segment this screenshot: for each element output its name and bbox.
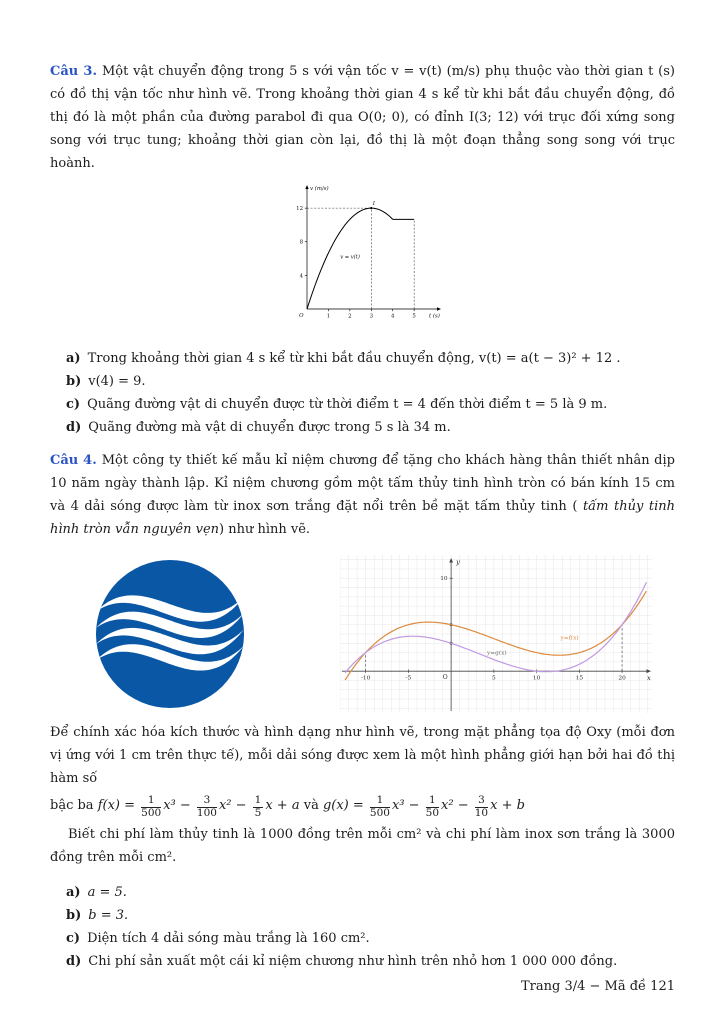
svg-text:10: 10 — [532, 675, 541, 682]
option-row — [66, 370, 675, 393]
fraction-denominator: 500 — [369, 806, 390, 819]
fraction — [475, 795, 488, 820]
option-marker: b) — [66, 908, 82, 923]
svg-text:5: 5 — [411, 313, 416, 320]
svg-text:y: y — [456, 558, 460, 566]
fraction-denominator: 100 — [196, 806, 217, 819]
question-3-text: Một vật chuyển động trong 5 s với vận tốc v = v(t) (m/s) phụ thuộc vào thời gian t (s) có đồ thị vận tốc như hình vẽ. Trong khoảng thời gian 4 s kể từ khi bắt đầu chuyển động, đồ thị đó là một phần của đường parabol đi qua O(0; 0), có đỉnh I(3; 12) với trục đối xứng song song với trục tung; khoảng thời gian còn lại, đồ thị là một đoạn thẳng song song với trục hoành. — [50, 64, 675, 171]
question-3 — [50, 60, 675, 175]
fraction — [426, 795, 439, 820]
option-marker: d) — [66, 420, 82, 435]
option-text: Diện tích 4 dải sóng màu trắng là 160 cm². — [87, 931, 370, 946]
option-marker: a) — [66, 351, 81, 366]
svg-text:-10: -10 — [360, 675, 371, 682]
svg-text:I: I — [372, 201, 375, 208]
question-4-label: Câu 4. — [50, 453, 97, 468]
svg-text:12: 12 — [295, 206, 303, 213]
svg-text:4: 4 — [299, 273, 303, 280]
option-text: a = 5. — [87, 885, 127, 900]
svg-text:t (s): t (s) — [428, 313, 440, 320]
fraction-numerator: 3 — [197, 795, 217, 808]
fraction-numerator: 1 — [141, 795, 161, 808]
fraction-denominator: 50 — [425, 806, 440, 819]
logo-image — [96, 560, 244, 708]
svg-text:10: 10 — [440, 576, 448, 583]
f-lhs: f(x) = — [97, 798, 140, 813]
svg-text:3: 3 — [369, 313, 373, 320]
option-row — [66, 950, 675, 973]
option-text: Trong khoảng thời gian 4 s kể từ khi bắt đầu chuyển động, v(t) = a(t − 3)² + 12 . — [87, 351, 621, 366]
fraction-denominator: 5 — [254, 806, 262, 819]
g-term: x³ − — [391, 798, 424, 813]
fraction — [197, 795, 217, 820]
option-marker: c) — [66, 931, 81, 946]
f-term: x² − — [218, 798, 251, 813]
fraction-numerator: 1 — [254, 794, 262, 807]
svg-text:x: x — [647, 674, 651, 683]
svg-text:v (m/s): v (m/s) — [309, 186, 329, 192]
question-4 — [50, 449, 675, 541]
velocity-chart — [281, 181, 445, 327]
fraction-numerator: 1 — [370, 795, 390, 808]
option-row — [66, 393, 675, 416]
f-term: x³ − — [163, 798, 195, 813]
question-4-text: Một công ty thiết kế mẫu kỉ niệm chương để tặng cho khách hàng thân thiết nhân dịp 10 năm ngày thành lập. Kỉ niệm chương gồm một tấm thủy tinh hình tròn có bán kính 15 cm và 4 dải sóng được làm từ inox sơn trắng đặt nổi trên bề mặt tấm thủy tinh ( — [50, 453, 675, 514]
svg-text:v = v(t): v = v(t) — [339, 254, 360, 261]
cost-paragraph: Biết chi phí làm thủy tinh là 1000 đồng trên mỗi cm² và chi phí làm inox sơn trắng là 3000 đồng trên mỗi cm². — [50, 827, 675, 865]
option-row — [66, 416, 675, 439]
option-row — [66, 904, 675, 927]
option-text: b = 3. — [88, 908, 129, 923]
fraction-denominator: 10 — [474, 806, 489, 819]
option-row — [66, 927, 675, 950]
option-row — [66, 881, 675, 904]
svg-text:O: O — [298, 313, 303, 319]
g-term: x² − — [441, 798, 473, 813]
svg-text:4: 4 — [390, 313, 394, 320]
svg-text:5: 5 — [492, 675, 496, 682]
formula-connector: và — [299, 798, 323, 813]
fraction-numerator: 3 — [475, 795, 488, 808]
option-text: Quãng đường vật di chuyển được từ thời điểm t = 4 đến thời điểm t = 5 là 9 m. — [87, 397, 608, 412]
option-marker: a) — [66, 885, 81, 900]
svg-text:1: 1 — [326, 313, 330, 320]
option-text: v(4) = 9. — [88, 374, 146, 389]
fraction — [370, 795, 390, 820]
svg-text:8: 8 — [299, 239, 303, 246]
fraction-denominator: 500 — [141, 806, 162, 819]
wave-chart — [340, 555, 652, 713]
question-3-label: Câu 3. — [50, 64, 97, 79]
question-4-options — [66, 881, 675, 973]
svg-text:2: 2 — [347, 313, 352, 320]
svg-text:-5: -5 — [405, 675, 412, 682]
option-marker: b) — [66, 374, 82, 389]
option-marker: c) — [66, 397, 81, 412]
option-text: Chi phí sản xuất một cái kỉ niệm chương như hình trên nhỏ hơn 1 000 000 đồng. — [88, 954, 618, 969]
fraction — [141, 795, 161, 820]
f-term: x + a — [265, 798, 300, 813]
cubic-formulas — [50, 791, 675, 821]
question-3-options — [66, 347, 675, 439]
page-footer: Trang 3/4 − Mã đề 121 — [520, 979, 675, 994]
svg-text:15: 15 — [575, 675, 584, 682]
option-marker: d) — [66, 954, 82, 969]
velocity-figure — [50, 181, 675, 335]
question-4-figures — [96, 555, 675, 713]
svg-text:20: 20 — [618, 675, 626, 682]
g-term: x + b — [490, 798, 525, 813]
svg-text:O: O — [442, 674, 448, 682]
g-lhs: g(x) = — [322, 798, 368, 813]
svg-text:y=f(x): y=f(x) — [560, 635, 579, 642]
dimension-paragraph: Để chính xác hóa kích thước và hình dạng như hình vẽ, trong mặt phẳng tọa độ Oxy (mỗi đơn vị ứng với 1 cm trên thực tế), mỗi dải sóng được xem là một hình phẳng giới hạn bởi hai đồ thị hàm số — [50, 725, 675, 786]
question-4-text-after: ) như hình vẽ. — [219, 522, 311, 537]
fraction-numerator: 1 — [426, 795, 439, 808]
formula-lead: bậc ba — [50, 798, 98, 813]
italic-note: tấm thủy tinh hình tròn vẫn nguyên vẹn — [50, 499, 675, 537]
fraction — [253, 795, 264, 820]
svg-text:y=g(x): y=g(x) — [487, 650, 507, 657]
option-text: Quãng đường mà vật di chuyển được trong 5 s là 34 m. — [88, 420, 451, 435]
option-row — [66, 347, 675, 370]
